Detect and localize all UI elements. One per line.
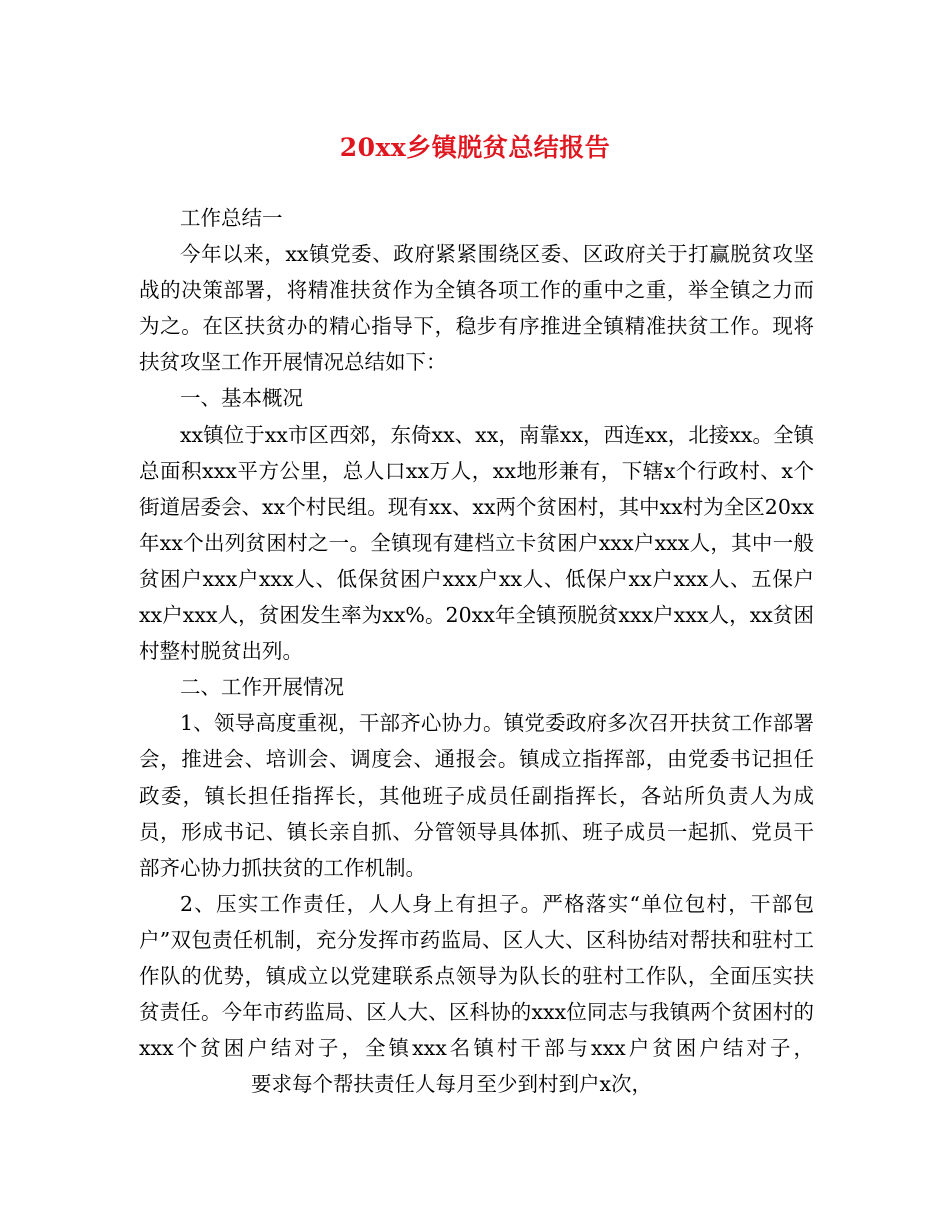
paragraph-text: 2、压实工作责任，人人身上有担子。严格落实“单位包村，干部包户”双包责任机制，充分发挥市药监局、区人大、区科协结对帮扶和驻村工作队的优势，镇成立以党建联系点领导为队长的驻村工作队，全面压实扶贫责任。今年市药监局、区人大、区科协的xxx位同志与我镇两个贫困村的xxx个贫困户结对子，全镇xxx名镇村干部与xxx户贫困户结对子，: [139, 891, 814, 1061]
section-heading: 一、基本概况: [180, 386, 303, 411]
paragraph: 今年以来，xx镇党委、政府紧紧围绕区委、区政府关于打赢脱贫攻坚战的决策部署，将精准扶贫作为全镇各项工作的重中之重，举全镇之力而为之。在区扶贫办的精心指导下，稳步有序推进全镇精准扶贫工作。现将扶贫攻坚工作开展情况总结如下：: [139, 242, 814, 375]
section-heading: 二、工作开展情况: [180, 675, 344, 700]
paragraph: 1、领导高度重视，干部齐心协力。镇党委政府多次召开扶贫工作部署会，推进会、培训会、调度会、通报会。镇成立指挥部，由党委书记担任政委，镇长担任指挥长，其他班子成员任副指挥长，各站所负责人为成员，形成书记、镇长亲自抓、分管领导具体抓、班子成员一起抓、党员干部齐心协力抓扶贫的工作机制。: [139, 711, 814, 880]
paragraph-tail: 要求每个帮扶责任人每月至少到村到户x次，: [251, 1072, 653, 1097]
document-title: 20xx乡镇脱贫总结报告: [339, 133, 611, 162]
paragraph-last: [139, 886, 814, 1103]
document-body: [139, 200, 814, 1102]
paragraph: xx镇位于xx市区西郊，东倚xx、xx，南靠xx，西连xx，北接xx。全镇总面积xxx平方公里，总人口xx万人，xx地形兼有，下辖x个行政村、x个街道居委会、xx个村民组。现有xx、xx两个贫困村，其中xx村为全区20xx年xx个出列贫困村之一。全镇现有建档立卡贫困户xxx户xxx人，其中一般贫困户xxx户xxx人、低保贫困户xxx户xx人、低保户xx户xxx人、五保户xx户xxx人，贫困发生率为xx%。20xx年全镇预脱贫xxx户xxx人，xx贫困村整村脱贫出列。: [139, 422, 814, 664]
section-heading: 工作总结一: [180, 206, 283, 230]
